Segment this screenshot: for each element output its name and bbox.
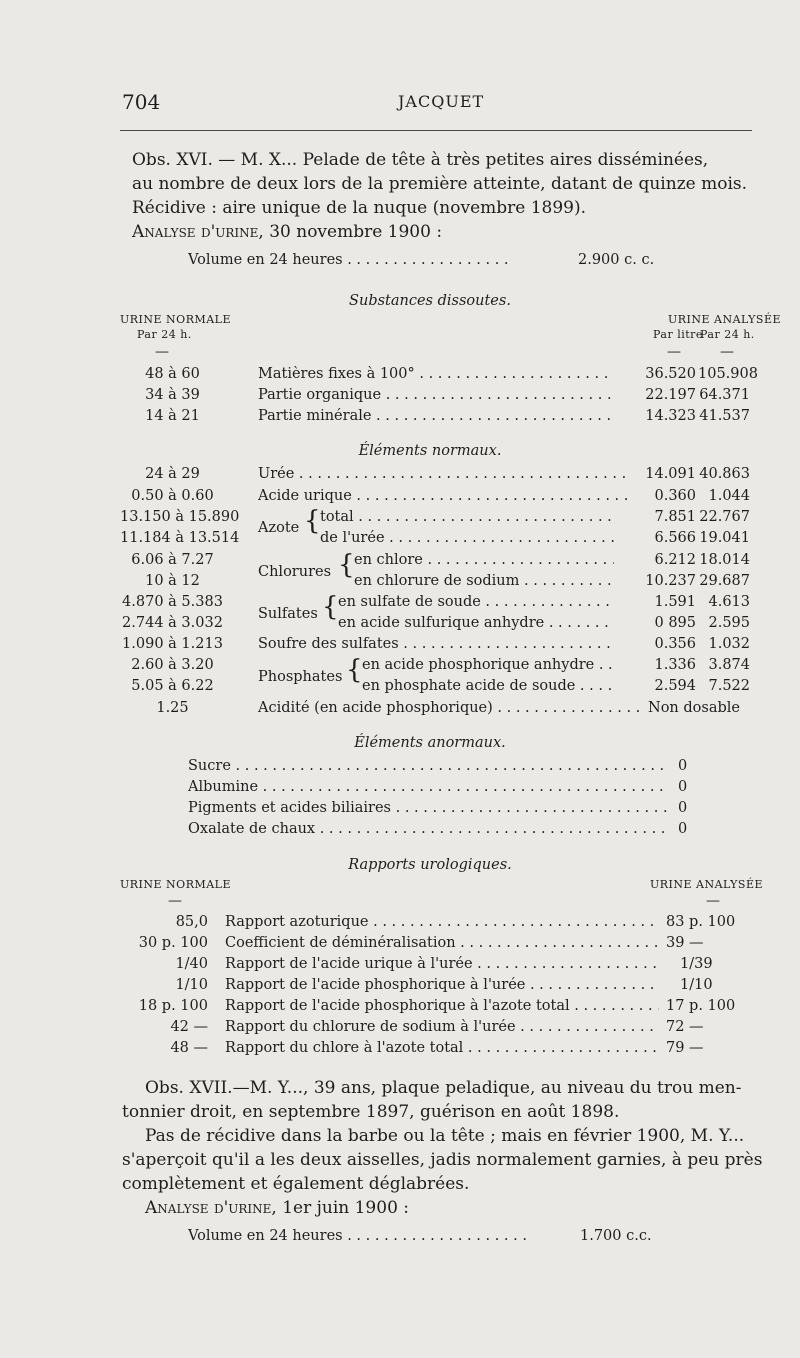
row-label: en chlorure de sodium . . .: [354, 573, 614, 589]
normal-value: 2.60 à 3.20: [131, 657, 214, 673]
day-value: 41.537: [699, 408, 750, 424]
normal-value: 0.50 à 0.60: [131, 488, 214, 504]
litre-value: 1.591: [654, 594, 696, 610]
row-label: Coefficient de déminéralisation . . .: [225, 935, 659, 951]
row-label: en acide phosphorique anhydre . . .: [362, 657, 614, 673]
row-label: Soufre des sulfates . . .: [258, 636, 614, 652]
normal-value: 14 à 21: [145, 408, 200, 424]
row-label: Urée . . .: [258, 466, 628, 482]
acidite-value: Non dosable: [648, 700, 740, 716]
normal-value: 30 p. 100: [138, 935, 208, 951]
col-header-analysed: URINE ANALYSÉE: [668, 313, 782, 326]
litre-value: 6.212: [654, 552, 696, 568]
analysed-value: 72 —: [666, 1019, 704, 1035]
volume-label: Volume en 24 heures . . .: [188, 252, 508, 268]
anormaux-title: Éléments anormaux.: [354, 735, 506, 751]
row-label: Rapport de l'acide phosphorique à l'azote total . . .: [225, 998, 659, 1014]
row-label: Acide urique . . .: [258, 488, 628, 504]
volume-label: Volume en 24 heures . . .: [188, 1228, 528, 1244]
dash-analysed: —: [706, 893, 720, 909]
group-label-chlorures: Chlorures: [258, 564, 332, 580]
row-label: Rapport du chlore à l'azote total . . .: [225, 1040, 659, 1056]
analysed-value: 83 p. 100: [666, 914, 736, 930]
col-sub-par24h: Par 24 h.: [137, 328, 192, 341]
row-label: Partie minérale . . .: [258, 408, 614, 424]
row-label: Rapport de l'acide phosphorique à l'urée . . .: [225, 977, 659, 993]
analysed-value: 17 p. 100: [666, 998, 736, 1014]
normal-value: 5.05 à 6.22: [131, 678, 214, 694]
row-label: en phosphate acide de soude . . .: [362, 678, 614, 694]
row-label: Oxalate de chaux . . .: [188, 821, 668, 837]
normal-value: 2.744 à 3.032: [122, 615, 223, 631]
analysis-label: Analyse d'urine,: [132, 222, 264, 242]
normal-value: 13.150 à 15.890: [120, 509, 240, 525]
obs16-line3: Récidive : aire unique de la nuque (novembre 1899).: [132, 198, 587, 218]
day-value: 18.014: [699, 552, 750, 568]
normal-value: 24 à 29: [145, 466, 200, 482]
col-sub-par24h-analysed: Par 24 h.: [700, 328, 755, 341]
col-header-normal: URINE NORMALE: [120, 313, 232, 326]
obs16-line2: au nombre de deux lors de la première atteinte, datant de quinze mois.: [132, 174, 748, 194]
header-rule: [120, 130, 752, 131]
normal-value: 1.090 à 1.213: [122, 636, 223, 652]
day-value: 64.371: [699, 387, 750, 403]
litre-value: 14.323: [645, 408, 696, 424]
row-label: Rapport du chlorure de sodium à l'urée . . .: [225, 1019, 659, 1035]
row-label: Sucre . . .: [188, 758, 668, 774]
analysed-value: 1/10: [680, 977, 713, 993]
normal-value: 4.870 à 5.383: [122, 594, 223, 610]
obs16-analysis-heading: [132, 222, 442, 242]
obs17-line5: complètement et également déglabrées.: [122, 1174, 470, 1194]
page-number: 704: [122, 90, 161, 114]
normaux-title: Éléments normaux.: [358, 443, 502, 459]
row-label: Albumine . . .: [188, 779, 668, 795]
normal-value: 34 à 39: [145, 387, 200, 403]
normal-value: 18 p. 100: [138, 998, 208, 1014]
brace-icon: {: [304, 506, 321, 536]
day-value: 3.874: [708, 657, 750, 673]
normal-value: 10 à 12: [145, 573, 200, 589]
anormal-value: 0: [678, 779, 688, 795]
row-label: en sulfate de soude . . .: [338, 594, 614, 610]
litre-value: 6.566: [654, 530, 696, 546]
litre-value: 22.197: [645, 387, 696, 403]
litre-value: 0.360: [654, 488, 696, 504]
dash-normal: —: [168, 893, 182, 909]
normal-value: 1/10: [175, 977, 208, 993]
normal-value: 48 —: [170, 1040, 208, 1056]
brace-icon: {: [338, 550, 355, 580]
day-value: 1.044: [708, 488, 750, 504]
anormal-value: 0: [678, 758, 688, 774]
analysis-date: 1er juin 1900 :: [282, 1198, 410, 1218]
litre-value: 10.237: [645, 573, 696, 589]
group-label-azote: Azote: [258, 520, 300, 536]
litre-value: 0.356: [654, 636, 696, 652]
obs17-analysis-heading: [145, 1198, 409, 1218]
litre-value: 1.336: [654, 657, 696, 673]
litre-value: 14.091: [645, 466, 696, 482]
substances-title: Substances dissoutes.: [349, 293, 511, 309]
obs17-line1: Obs. XVII.—M. Y..., 39 ans, plaque peladique, au niveau du trou men-: [145, 1078, 742, 1098]
group-label-phosphates: Phosphates: [258, 669, 343, 685]
obs16-volume-value: 2.900 c. c.: [578, 252, 655, 268]
rapports-header-normal: URINE NORMALE: [120, 878, 232, 891]
day-value: 2.595: [708, 615, 750, 631]
day-value: 40.863: [699, 466, 750, 482]
row-label: Acidité (en acide phosphorique) . . .: [258, 700, 642, 716]
anormal-value: 0: [678, 821, 688, 837]
analysed-value: 39 —: [666, 935, 704, 951]
row-label: en chlore . . .: [354, 552, 614, 568]
obs16-line1: Obs. XVI. — M. X... Pelade de tête à très petites aires disséminées,: [132, 150, 709, 170]
litre-value: 36.520: [645, 366, 696, 382]
group-label-sulfates: Sulfates: [258, 606, 318, 622]
day-value: 105.908: [698, 366, 758, 382]
row-label: Rapport azoturique . . .: [225, 914, 659, 930]
analysed-value: 1/39: [680, 956, 713, 972]
normal-value: 48 à 60: [145, 366, 200, 382]
rapports-header-analysed: URINE ANALYSÉE: [650, 878, 764, 891]
brace-icon: {: [346, 655, 363, 685]
row-label: Matières fixes à 100° . . .: [258, 366, 614, 382]
obs16-volume-row: [188, 252, 508, 272]
day-value: 4.613: [708, 594, 750, 610]
obs17-line4: s'aperçoit qu'il a les deux aisselles, jadis normalement garnies, à peu près: [122, 1150, 763, 1170]
anormal-value: 0: [678, 800, 688, 816]
analysis-date: 30 novembre 1900 :: [269, 222, 443, 242]
row-label: en acide sulfurique anhydre . . .: [338, 615, 614, 631]
normal-value: 11.184 à 13.514: [120, 530, 240, 546]
normal-value: 42 —: [170, 1019, 208, 1035]
obs17-volume-value: 1.700 c.c.: [580, 1228, 652, 1244]
brace-icon: {: [322, 592, 339, 622]
dash-litre: —: [667, 344, 681, 360]
normal-value: 1/40: [175, 956, 208, 972]
dash-day: —: [720, 344, 734, 360]
normal-value: 6.06 à 7.27: [131, 552, 214, 568]
litre-value: 2.594: [654, 678, 696, 694]
running-title: JACQUET: [398, 92, 485, 111]
dash-normal: —: [155, 344, 169, 360]
litre-value: 7.851: [654, 509, 696, 525]
normal-value: 85,0: [175, 914, 208, 930]
day-value: 19.041: [699, 530, 750, 546]
analysis-label: Analyse d'urine,: [145, 1198, 277, 1218]
obs17-line2: tonnier droit, en septembre 1897, guérison en août 1898.: [122, 1102, 620, 1122]
col-sub-par-litre: Par litre: [653, 328, 703, 341]
row-label: Rapport de l'acide urique à l'urée . . .: [225, 956, 659, 972]
row-label: total . . .: [320, 509, 614, 525]
rapports-title: Rapports urologiques.: [348, 857, 512, 873]
row-label: Pigments et acides biliaires . . .: [188, 800, 668, 816]
day-value: 29.687: [699, 573, 750, 589]
obs17-line3: Pas de récidive dans la barbe ou la tête ; mais en février 1900, M. Y...: [145, 1126, 745, 1146]
day-value: 1.032: [708, 636, 750, 652]
normal-value: 1.25: [156, 700, 189, 716]
day-value: 22.767: [699, 509, 750, 525]
row-label: Partie organique . . .: [258, 387, 614, 403]
analysed-value: 79 —: [666, 1040, 704, 1056]
day-value: 7.522: [708, 678, 750, 694]
row-label: de l'urée . . .: [320, 530, 614, 546]
litre-value: 0 895: [654, 615, 696, 631]
